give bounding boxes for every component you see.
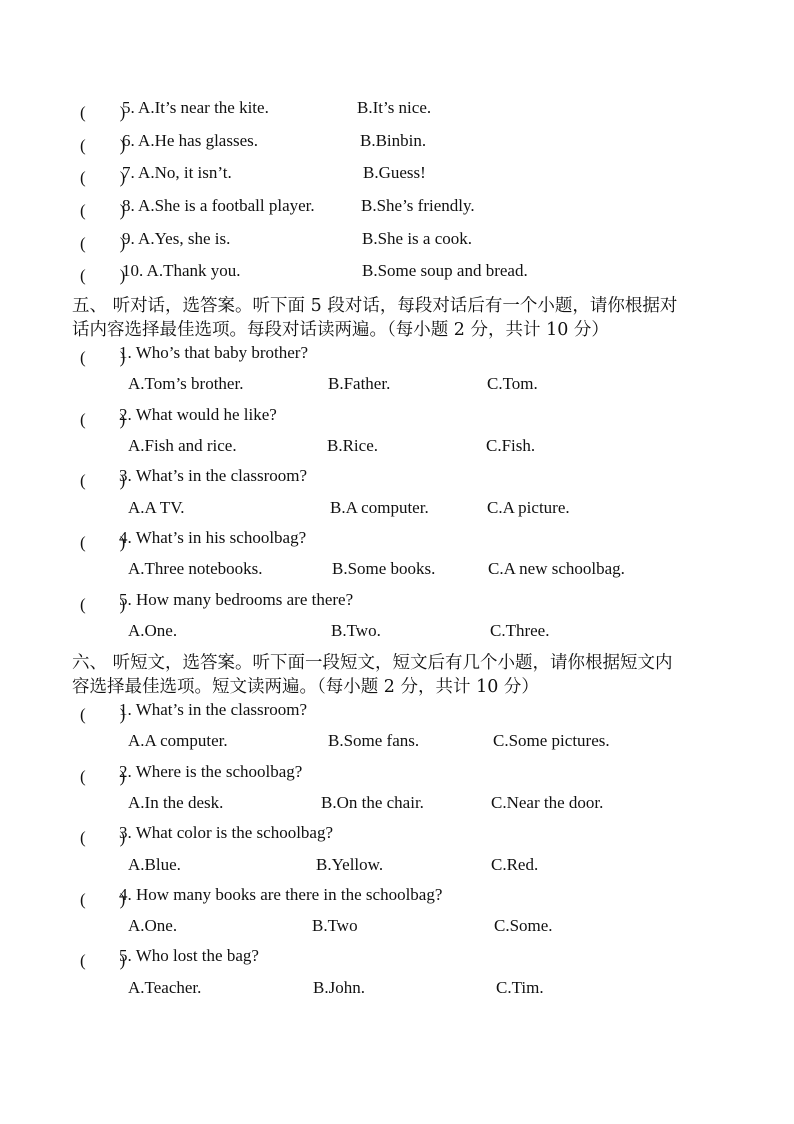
option-b: B.Father.	[328, 374, 391, 393]
option-c: C.A new schoolbag.	[488, 559, 625, 578]
section5-question-5	[0, 590, 794, 620]
option-b: B.Yellow.	[316, 855, 384, 874]
option-c: C.Three.	[490, 621, 550, 640]
section5-heading-line2: 话内容选择最佳选项。每段对话读两遍。（每小题 2 分，共计 10 分）	[72, 320, 609, 340]
option-b: B.Guess!	[363, 163, 426, 182]
option-b: B.She is a cook.	[362, 229, 473, 248]
option-b: B.Some soup and bread.	[362, 261, 528, 280]
answer-blank[interactable]: ( )	[80, 471, 126, 490]
question-text: 3. What’s in the classroom?	[119, 466, 308, 485]
section6-options-2	[0, 793, 794, 823]
question-text: 1. Who’s that baby brother?	[119, 343, 309, 362]
answer-blank[interactable]: ( )	[80, 595, 126, 614]
option-c: C.Some.	[494, 916, 553, 935]
section6-heading	[72, 651, 722, 699]
option-c: C.Red.	[491, 855, 539, 874]
answer-blank[interactable]: ( )	[80, 136, 126, 155]
answer-blank[interactable]: ( )	[80, 705, 126, 724]
answer-blank[interactable]: ( )	[80, 348, 126, 367]
option-c: C.A picture.	[487, 498, 570, 517]
option-a: A.A computer.	[128, 731, 228, 750]
answer-blank[interactable]: ( )	[80, 103, 126, 122]
question-text: 4. How many books are there in the schoolbag?	[119, 885, 443, 904]
answer-blank[interactable]: ( )	[80, 201, 126, 220]
option-c: C.Tim.	[496, 978, 544, 997]
answer-blank[interactable]: ( )	[80, 533, 126, 552]
section5-question-3	[0, 466, 794, 496]
answer-blank[interactable]: ( )	[80, 767, 126, 786]
answer-blank[interactable]: ( )	[80, 266, 126, 285]
item-text: 7. A.No, it isn’t.	[122, 163, 232, 182]
section5-heading-line1: 五、 听对话，选答案。听下面 5 段对话，每段对话后有一个小题，请你根据对	[72, 296, 678, 316]
answer-blank[interactable]: ( )	[80, 890, 126, 909]
item-text: 6. A.He has glasses.	[122, 131, 258, 150]
answer-blank[interactable]: ( )	[80, 234, 126, 253]
section5-options-3	[0, 498, 794, 528]
option-b: B.A computer.	[330, 498, 429, 517]
option-b: B.Rice.	[327, 436, 378, 455]
question-text: 5. Who lost the bag?	[119, 946, 259, 965]
option-a: A.Teacher.	[128, 978, 202, 997]
section6-question-1	[0, 700, 794, 730]
top-item-8	[0, 196, 794, 226]
section5-options-5	[0, 621, 794, 651]
item-text: 8. A.She is a football player.	[122, 196, 315, 215]
question-text: 1. What’s in the classroom?	[119, 700, 308, 719]
option-b: B.On the chair.	[321, 793, 424, 812]
option-a: A.A TV.	[128, 498, 185, 517]
section5-options-2	[0, 436, 794, 466]
section6-heading-line1: 六、 听短文，选答案。听下面一段短文，短文后有几个小题，请你根据短文内	[72, 653, 673, 673]
option-a: A.Blue.	[128, 855, 181, 874]
answer-blank[interactable]: ( )	[80, 410, 126, 429]
option-b: B.John.	[313, 978, 365, 997]
answer-blank[interactable]: ( )	[80, 951, 126, 970]
item-text: 9. A.Yes, she is.	[122, 229, 231, 248]
section5-question-4	[0, 528, 794, 558]
section5-question-1	[0, 343, 794, 373]
option-b: B.Binbin.	[360, 131, 427, 150]
section6-options-1	[0, 731, 794, 761]
top-item-7	[0, 163, 794, 193]
option-a: A.Three notebooks.	[128, 559, 263, 578]
section6-question-2	[0, 762, 794, 792]
option-a: A.One.	[128, 621, 178, 640]
option-a: A.In the desk.	[128, 793, 224, 812]
section5-options-1	[0, 374, 794, 404]
option-b: B.Two	[312, 916, 358, 935]
answer-blank[interactable]: ( )	[80, 168, 126, 187]
option-c: C.Near the door.	[491, 793, 604, 812]
option-b: B.She’s friendly.	[361, 196, 475, 215]
top-item-10	[0, 261, 794, 291]
option-a: A.Tom’s brother.	[128, 374, 244, 393]
section6-question-5	[0, 946, 794, 976]
question-text: 2. Where is the schoolbag?	[119, 762, 303, 781]
option-c: C.Fish.	[486, 436, 536, 455]
item-text: 5. A.It’s near the kite.	[122, 98, 269, 117]
question-text: 5. How many bedrooms are there?	[119, 590, 354, 609]
option-a: A.One.	[128, 916, 178, 935]
option-b: B.Two.	[331, 621, 381, 640]
section6-options-4	[0, 916, 794, 946]
section5-heading	[72, 294, 722, 342]
option-c: C.Some pictures.	[493, 731, 610, 750]
question-text: 2. What would he like?	[119, 405, 277, 424]
option-b: B.Some fans.	[328, 731, 420, 750]
section6-question-4	[0, 885, 794, 915]
option-c: C.Tom.	[487, 374, 538, 393]
question-text: 4. What’s in his schoolbag?	[119, 528, 307, 547]
option-a: A.Fish and rice.	[128, 436, 237, 455]
question-text: 3. What color is the schoolbag?	[119, 823, 334, 842]
section6-heading-line2: 容选择最佳选项。短文读两遍。（每小题 2 分，共计 10 分）	[72, 677, 539, 697]
top-item-9	[0, 229, 794, 259]
option-b: B.It’s nice.	[357, 98, 432, 117]
section5-options-4	[0, 559, 794, 589]
section6-question-3	[0, 823, 794, 853]
top-item-5	[0, 98, 794, 128]
section5-question-2	[0, 405, 794, 435]
section6-options-3	[0, 855, 794, 885]
item-text: 10. A.Thank you.	[122, 261, 241, 280]
answer-blank[interactable]: ( )	[80, 828, 126, 847]
section6-options-5	[0, 978, 794, 1008]
option-b: B.Some books.	[332, 559, 436, 578]
top-item-6	[0, 131, 794, 161]
